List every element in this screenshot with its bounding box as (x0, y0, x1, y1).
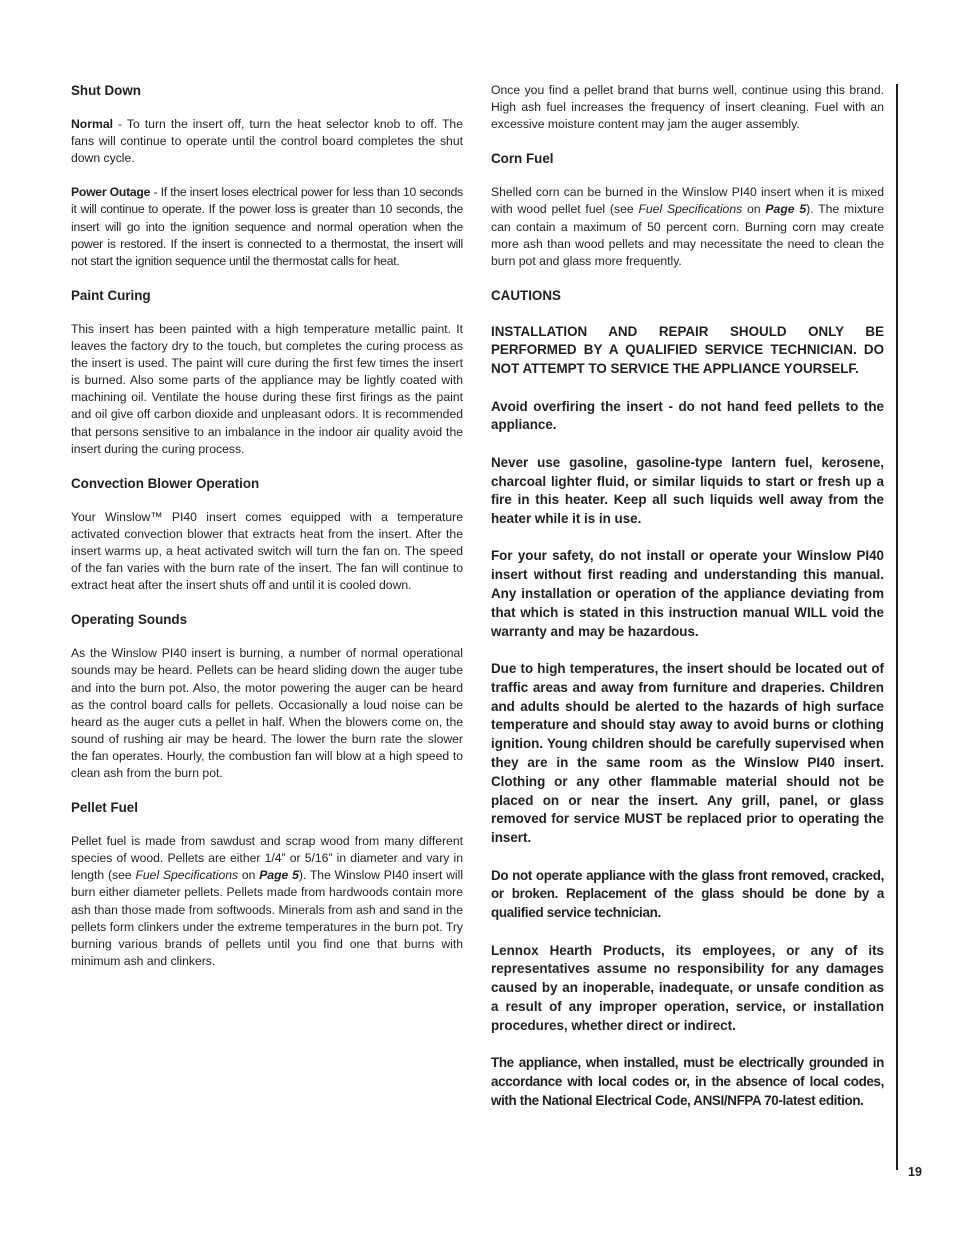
caution-item: Never use gasoline, gasoline-type lantern fuel, kerosene, charcoal lighter fluid, or similar liquids to start or fresh up a fire in this heater. Keep all such liquids well away from the heater while it is in use. (491, 454, 884, 527)
corn-text-a: Shelled corn can be burned in the Winslow PI40 insert when it is mixed with wood pellet fuel (see (491, 185, 884, 217)
caution-item: Due to high temperatures, the insert should be located out of traffic areas and away from furniture and draperies. Children and adults should be alerted to the hazards of high surface temperature and should stay away to avoid burns or clothing ignition. Young children should be carefully supervised when they are in the same room as the Winslow PI40 insert. Clothing or any other flammable material should not be placed on or near the insert. Any grill, panel, or glass removed for service MUST be replaced prior to operating the insert. (491, 661, 884, 846)
caution-item: INSTALLATION AND REPAIR SHOULD ONLY BE PERFORMED BY A QUALIFIED SERVICE TECHNICIAN. DO NOT ATTEMPT TO SERVICE THE APPLIANCE YOURSELF. (491, 323, 884, 377)
paint-curing-paragraph: This insert has been painted with a high temperature metallic paint. It leaves the factory dry to the touch, but completes the curing process as the insert is used. The paint will cure during the first few times the insert is burned. Also some parts of the appliance may be lightly coated with machining oil. Ventilate the house during these first firings as the paint and oil give off carbon dioxide and unpleasant odors. It is recommended that persons sensitive to an imbalance in the indoor air quality avoid the insert during the curing process. (71, 321, 463, 456)
pellet-fuel-heading: Pellet Fuel (71, 800, 138, 816)
paint-curing-heading: Paint Curing (71, 287, 151, 303)
operating-sounds-paragraph: As the Winslow PI40 insert is burning, a number of normal operational sounds may be heard. Pellets can be heard sliding down the auger tube and into the burn pot. Also, the motor powering the auger can be heard as the control board calls for pellets. Occasionally a loud noise can be heard as the auger cuts a pellet in half. When the blowers come on, the sound of rushing air may be heard. The lower the burn rate the slower the fan operates. Hourly, the combustion fan will blow at a high speed to clean ash from the burn pot. (71, 646, 463, 780)
pellet-page-ref: Page 5 (259, 868, 299, 883)
caution-item: Avoid overfiring the insert - do not hand feed pellets to the appliance. (491, 398, 884, 433)
corn-text-on: on (742, 202, 766, 217)
pellet-fuel-spec-ref: Fuel Specifications (135, 868, 239, 883)
left-column (71, 82, 463, 987)
caution-item: The appliance, when installed, must be electrically grounded in accordance with local codes or, in the absence of local codes, with the National Electrical Code, ANSI/NFPA 70-latest edition. (491, 1055, 884, 1108)
power-outage-text: - If the insert loses electrical power for less than 10 seconds it will continue to operate. If the power loss is greater than 10 seconds, the insert will go into the ignition sequence and normal operation when the power is restored. If the insert is connected to a thermostat, the insert will not start the ignition sequence until the thermostat calls for heat. (71, 185, 463, 268)
shutdown-outage-paragraph (71, 184, 463, 269)
cautions-heading: CAUTIONS (491, 287, 561, 303)
corn-fuel-spec-ref: Fuel Specifications (638, 202, 743, 217)
pellet-continuation-paragraph: Once you find a pellet brand that burns well, continue using this brand. High ash fuel increases the frequency of insert cleaning. Fuel with an excessive moisture content may jam the auger assembly. (491, 83, 884, 132)
operating-sounds-heading: Operating Sounds (71, 612, 188, 628)
caution-item: Do not operate appliance with the glass front removed, cracked, or broken. Replacement of the glass should be done by a qualified service technician. (491, 867, 884, 921)
corn-page-ref: Page 5 (765, 202, 807, 217)
pellet-text-a: Pellet fuel is made from sawdust and scrap wood from many different species of wood. Pellets are either 1/4” or 5/16” in diameter and vary in length (see (71, 834, 463, 883)
shutdown-heading: Shut Down (71, 83, 141, 98)
power-outage-label: Power Outage (71, 185, 151, 200)
convection-blower-heading: Convection Blower Operation (71, 475, 260, 491)
normal-label: Normal (71, 117, 113, 132)
convection-blower-paragraph: Your Winslow™ PI40 insert comes equipped with a temperature activated convection blower that extracts heat from the insert. After the insert warms up, a heat activated switch will turn the fan on. The speed of the fan varies with the burn rate of the insert. The fan will continue to extract heat after the insert shuts off and until it is cooled down. (71, 509, 463, 593)
caution-item: For your safety, do not install or operate your Winslow PI40 insert without first reading and understanding this manual. Any installation or operation of the appliance deviating from that which is stated in this instruction manual WILL void the warranty and may be hazardous. (491, 548, 884, 639)
normal-text: - To turn the insert off, turn the heat selector knob to off. The fans will continue to operate until the control board completes the shut down cycle. (71, 117, 463, 166)
caution-item: Lennox Hearth Products, its employees, or any of its representatives assume no responsibility for any damages caused by an inoperable, inadequate, or unsafe condition as a result of any improper operation, service, or installation procedures, whether direct or indirect. (491, 942, 884, 1033)
pellet-fuel-paragraph (71, 833, 463, 970)
pellet-text-b: ). The Winslow PI40 insert will burn either diameter pellets. Pellets made from hardwoods contain more ash than those made from softwoods. Minerals from ash and sand in the pellets form clinkers under the extreme temperatures in the burn pot. Try burning various brands of pellets until you find one that burns with minimum ash and clinkers. (71, 868, 464, 968)
pellet-text-on: on (238, 868, 260, 883)
margin-rule (896, 84, 898, 1170)
page-number: 19 (908, 1165, 922, 1179)
corn-text-b: ). The mixture can contain a maximum of 50 percent corn. Burning corn may create more ash than wood pellets and may necessitate the need to clean the burn pot and glass more frequently. (491, 202, 884, 268)
corn-fuel-paragraph (491, 184, 884, 269)
corn-fuel-heading: Corn Fuel (491, 151, 554, 167)
shutdown-normal-paragraph (71, 116, 463, 167)
right-column (491, 82, 884, 1129)
